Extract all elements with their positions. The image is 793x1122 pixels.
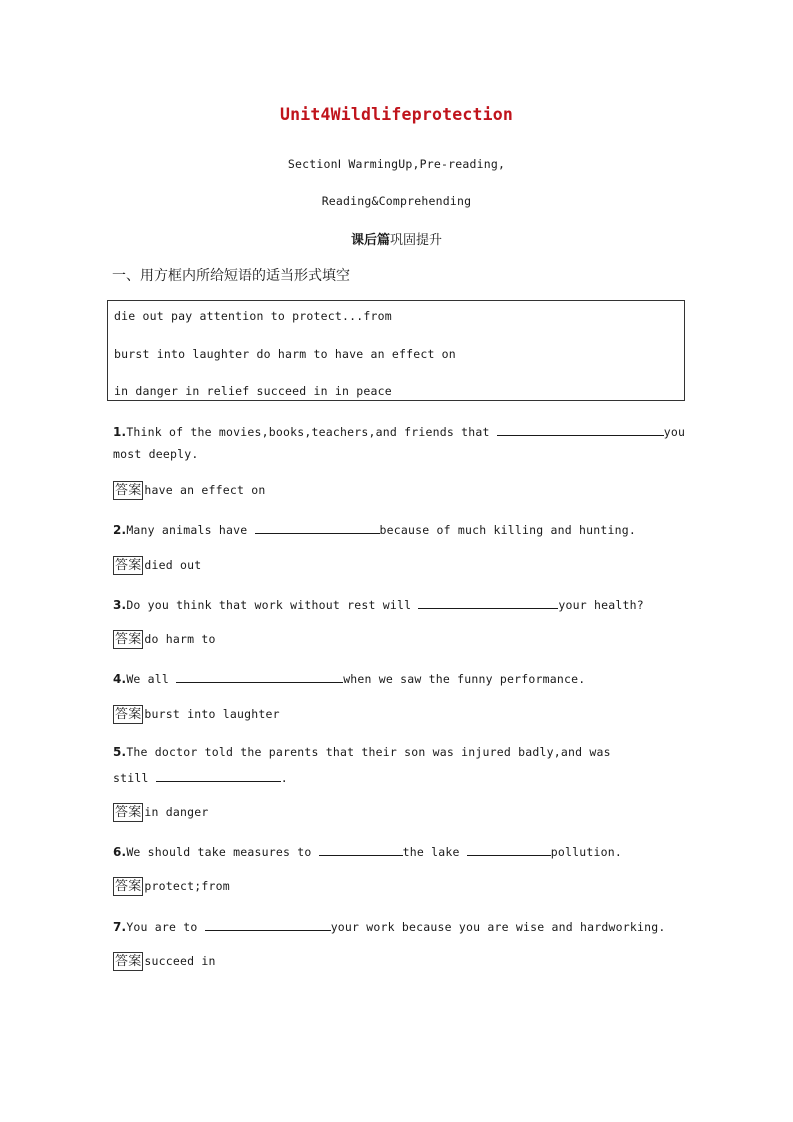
- question-7: [113, 918, 666, 934]
- answer-blank[interactable]: [176, 670, 343, 683]
- question-text: Think of the movies,books,teachers,and friends that: [126, 425, 497, 439]
- answer-blank[interactable]: [255, 521, 380, 534]
- answer-6: [113, 877, 230, 896]
- answer-label: 答案: [115, 632, 142, 647]
- question-5-line2: [113, 769, 288, 785]
- question-number: 1.: [113, 425, 127, 439]
- question-text: pollution.: [550, 845, 623, 859]
- answer-label: 答案: [115, 483, 142, 498]
- question-text: your work because you are wise and hardworking.: [330, 920, 666, 934]
- answer-label: 答案: [115, 707, 142, 722]
- phrase-line: die out pay attention to protect...from: [114, 309, 392, 323]
- answer-blank[interactable]: [418, 596, 558, 609]
- answer-label: 答案: [115, 879, 142, 894]
- answer-7: [113, 952, 216, 971]
- question-text: still: [113, 771, 156, 785]
- question-text: because of much killing and hunting.: [379, 523, 636, 537]
- section-subtitle-line2: Reading&Comprehending: [321, 194, 472, 208]
- phrase-box: [107, 300, 685, 401]
- question-text: you: [663, 425, 686, 439]
- question-text: Many animals have: [126, 523, 255, 537]
- answer-blank[interactable]: [497, 423, 664, 436]
- question-text: .: [280, 771, 288, 785]
- question-number: 3.: [113, 598, 127, 612]
- question-text: when we saw the funny performance.: [343, 672, 586, 686]
- question-number: 6.: [113, 845, 127, 859]
- answer-text: in danger: [144, 805, 209, 819]
- phrase-line: burst into laughter do harm to have an effect on: [114, 347, 456, 361]
- question-text: The doctor told the parents that their son was injured badly,and was: [126, 745, 611, 759]
- answer-5: [113, 803, 209, 822]
- answer-text: succeed in: [144, 954, 216, 968]
- after-class-rest: 巩固提升: [390, 233, 443, 248]
- question-text: your health?: [558, 598, 644, 612]
- answer-blank[interactable]: [467, 843, 551, 856]
- answer-text: have an effect on: [144, 483, 266, 497]
- after-class-heading: [0, 229, 793, 248]
- question-text: the lake: [402, 845, 467, 859]
- answer-3: [113, 630, 216, 649]
- question-1-line2: most deeply.: [113, 447, 199, 461]
- answer-blank[interactable]: [156, 769, 281, 782]
- question-text: You are to: [126, 920, 205, 934]
- after-class-bold: 课后篇: [350, 233, 390, 248]
- question-number: 7.: [113, 920, 127, 934]
- phrase-line: in danger in relief succeed in in peace: [114, 384, 392, 398]
- question-4: [113, 670, 585, 686]
- question-text: We should take measures to: [126, 845, 319, 859]
- answer-4: [113, 705, 280, 724]
- question-number: 4.: [113, 672, 127, 686]
- answer-2: [113, 556, 201, 575]
- part1-heading: 一、用方框内所给短语的适当形式填空: [112, 268, 350, 284]
- answer-text: protect;from: [144, 879, 230, 893]
- question-2: [113, 521, 636, 537]
- question-text: Do you think that work without rest will: [126, 598, 419, 612]
- answer-1: [113, 481, 266, 500]
- question-text: We all: [126, 672, 177, 686]
- section-subtitle-line1: SectionⅠ WarmingUp,Pre-reading,: [287, 157, 506, 171]
- answer-text: burst into laughter: [144, 707, 280, 721]
- answer-label: 答案: [115, 558, 142, 573]
- answer-blank[interactable]: [205, 918, 331, 931]
- question-number: 2.: [113, 523, 127, 537]
- page-title: Unit4Wildlifeprotection: [279, 105, 514, 124]
- question-number: 5.: [113, 745, 127, 759]
- question-3: [113, 596, 644, 612]
- question-6: [113, 843, 622, 859]
- answer-text: do harm to: [144, 632, 216, 646]
- question-5: [113, 745, 611, 759]
- answer-label: 答案: [115, 805, 142, 820]
- answer-text: died out: [144, 558, 202, 572]
- answer-blank[interactable]: [319, 843, 403, 856]
- question-1: [113, 423, 685, 439]
- answer-label: 答案: [115, 954, 142, 969]
